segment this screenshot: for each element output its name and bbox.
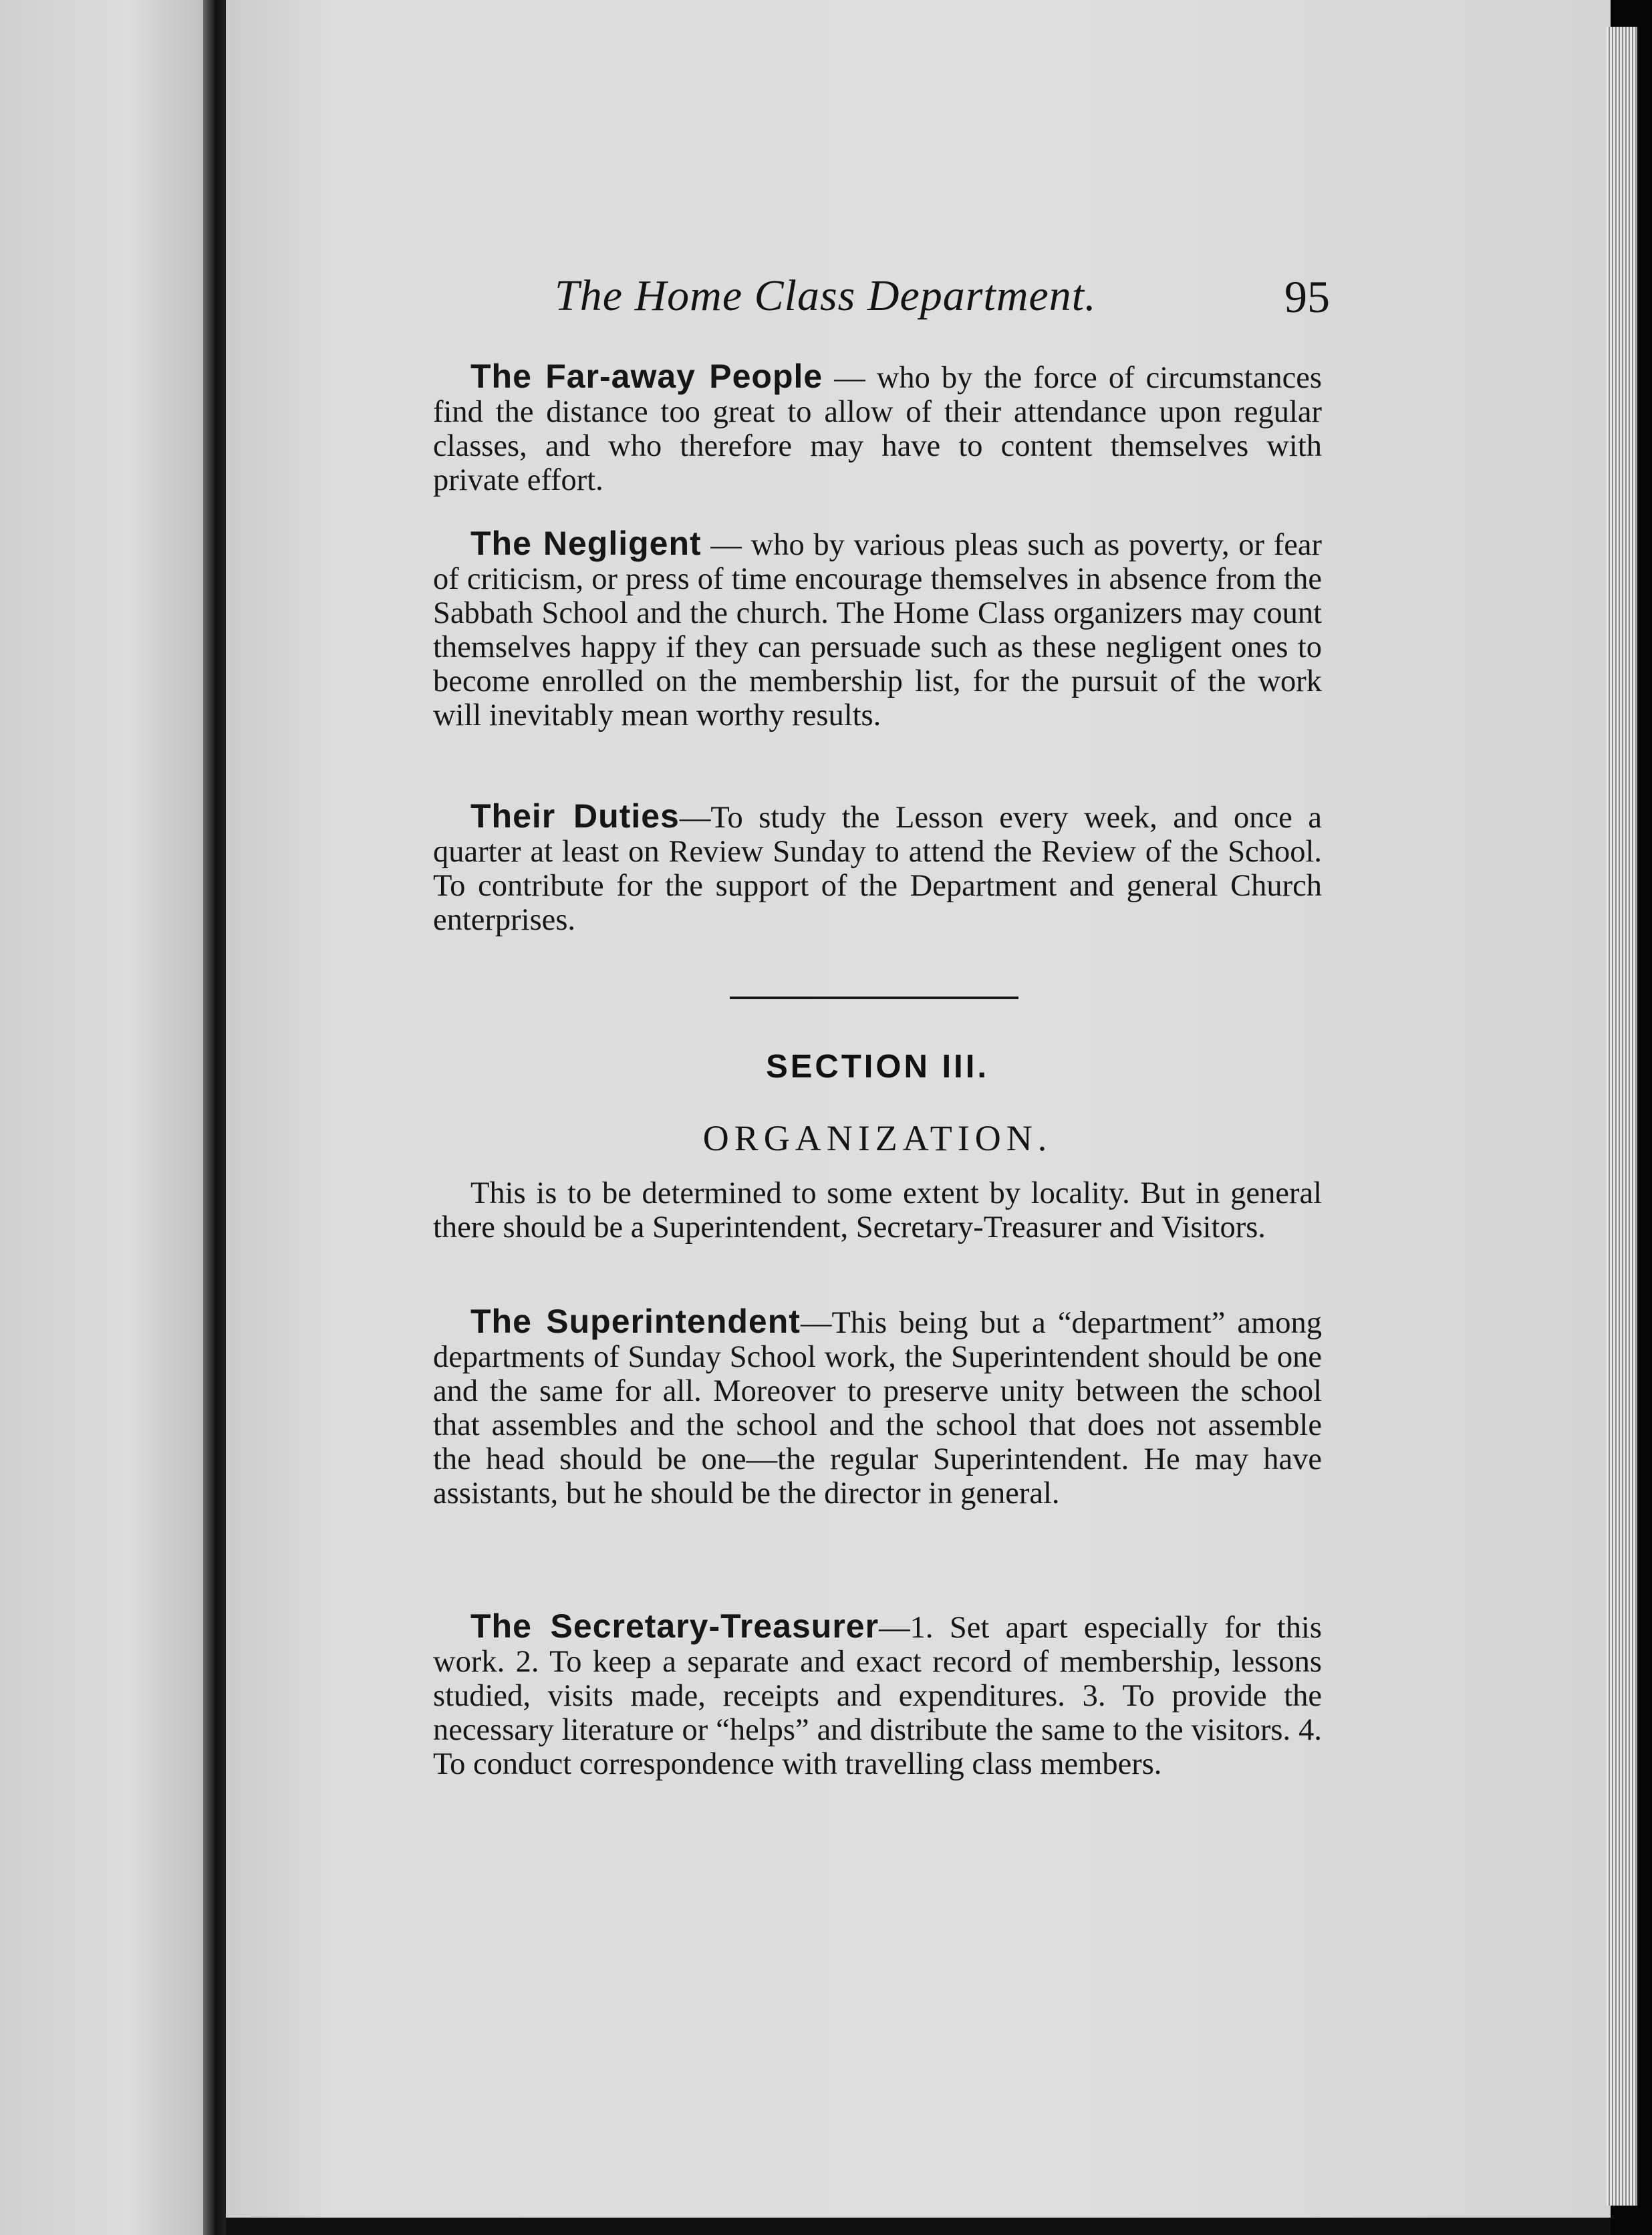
section-heading: SECTION III. [766,1049,989,1085]
running-head [555,271,1330,321]
paragraph-lead: The Negligent [470,525,702,562]
paragraph-lead: Their Duties [470,797,680,835]
page-bottom-shadow [226,2218,1611,2235]
paragraph-negligent [433,527,1322,733]
paragraph-text: — who by various pleas such as poverty, or fear of criticism, or press of time encourage themselves in absence from the Sabbath School and the church. The Home Class organizers may count themselves happy if they can persuade such as these negligent ones to become enrolled on the membership list, for the pursuit of the work will inevitably mean worthy results. [433,528,1322,733]
paragraph-lead: The Secretary-Treasurer [470,1607,879,1645]
paragraph-superintendent [433,1305,1322,1510]
paragraph-far-away-people [433,360,1322,497]
paragraph-text: — who by the force of circumstances find the distance too great to allow of their attendance upon regular classes, and who therefore may have to content themselves with private effort. [433,361,1322,497]
paragraph-lead: The Far-away People [470,358,823,395]
organization-intro: This is to be determined to some extent by locality. But in general there should be a Superintendent, Secretary-Treasurer and Visitors. [433,1176,1322,1244]
paragraph-text: —To study the Lesson every week, and once a quarter at least on Review Sunday to attend the Review of the School. To contribute for the support of the Department and general Church enterprises. [433,801,1322,937]
paragraph-text: —This being but a “department” among departments of Sunday School work, the Superintendent should be one and the same for all. Moreover to preserve unity between the school that assembles and the school and the school that does not assemble the head should be one—the regular Superintendent. He may have assistants, but he should be the director in general. [433,1306,1322,1510]
paragraph-secretary-treasurer [433,1609,1322,1781]
facing-page [0,0,213,2235]
paragraph-text: —1. Set apart especially for this work. 2. To keep a separate and exact record of membership, lessons studied, visits made, receipts and expenditures. 3. To provide the necessary literature or “helps” and distribute the same to the visitors. 4. To conduct correspondence with travelling class members. [433,1611,1322,1781]
paragraph-lead: The Superintendent [470,1303,801,1340]
section-divider [730,997,1018,999]
paragraph-their-duties [433,799,1322,937]
running-title: The Home Class Department. [555,271,1097,320]
page-number: 95 [1284,271,1330,322]
section-subheading: ORGANIZATION. [702,1118,1053,1158]
page-edges [1607,27,1637,2206]
